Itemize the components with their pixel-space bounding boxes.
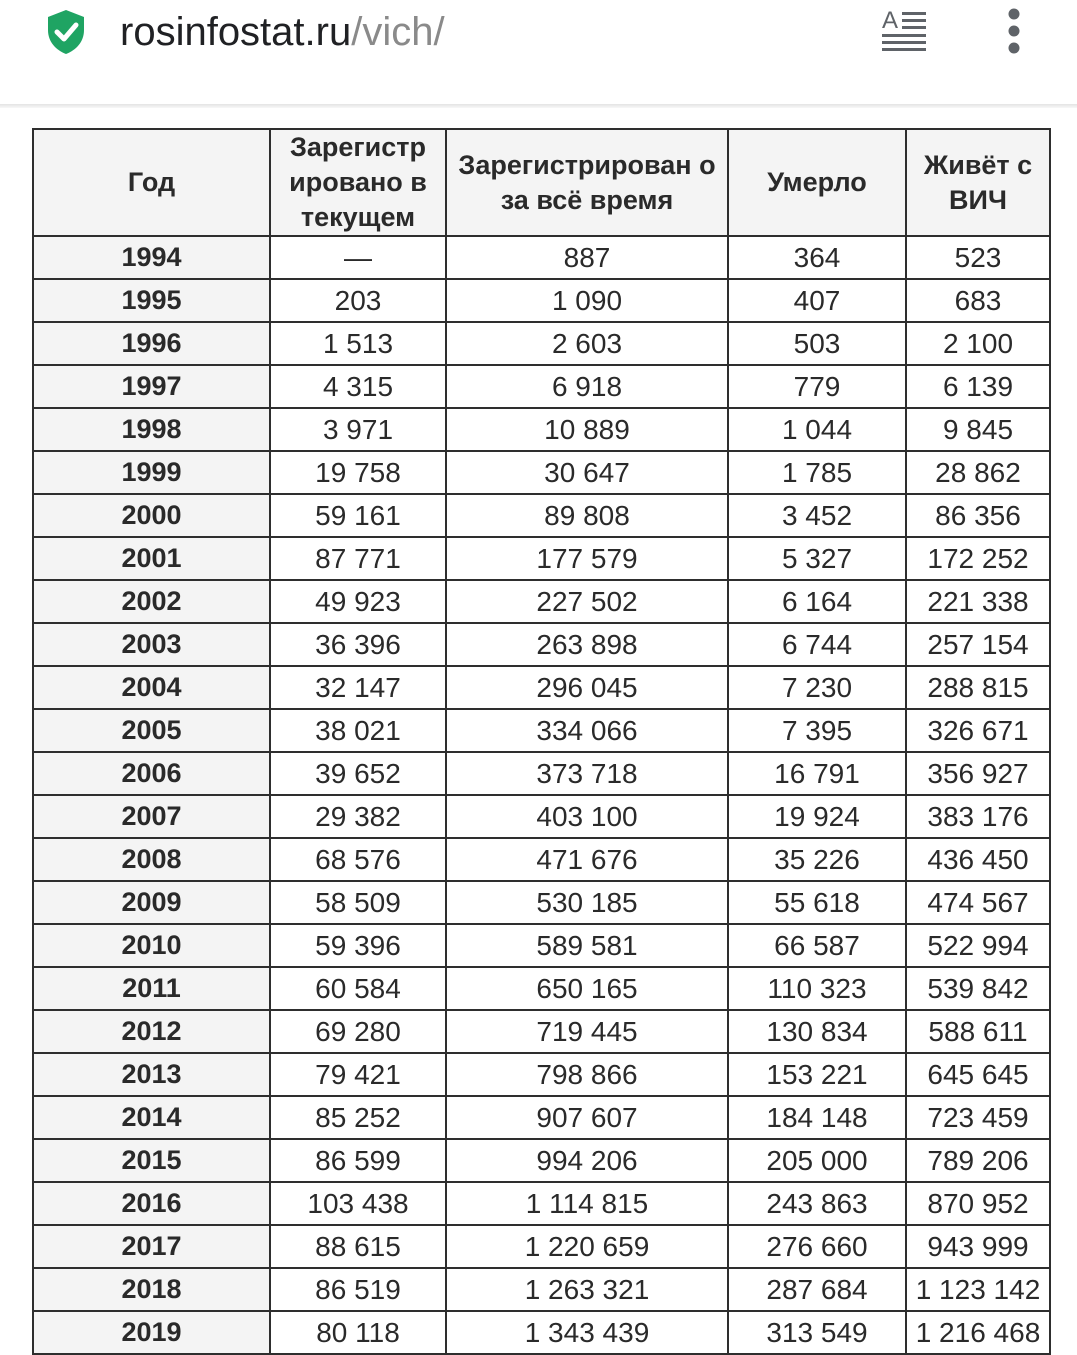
living-cell: 257 154: [906, 623, 1050, 666]
living-cell: 288 815: [906, 666, 1050, 709]
registered-total-cell: 994 206: [446, 1139, 728, 1182]
died-cell: 364: [728, 236, 906, 279]
table-row: [33, 967, 1050, 1010]
registered-current-cell: 59 161: [270, 494, 446, 537]
registered-total-cell: 887: [446, 236, 728, 279]
registered-current-cell: 103 438: [270, 1182, 446, 1225]
year-cell: 2007: [33, 795, 270, 838]
table-row: [33, 537, 1050, 580]
table-row: [33, 365, 1050, 408]
table-body: [33, 236, 1050, 1354]
died-cell: 7 230: [728, 666, 906, 709]
header-registered-current: Зарегистр ировано в текущем: [270, 129, 446, 236]
registered-current-cell: 68 576: [270, 838, 446, 881]
living-cell: 943 999: [906, 1225, 1050, 1268]
svg-text:A: A: [882, 7, 899, 34]
year-cell: 2013: [33, 1053, 270, 1096]
registered-total-cell: 403 100: [446, 795, 728, 838]
table-header-row: [33, 129, 1050, 236]
year-cell: 1996: [33, 322, 270, 365]
reader-mode-icon[interactable]: [880, 6, 928, 52]
living-cell: 789 206: [906, 1139, 1050, 1182]
address-bar-url[interactable]: [120, 6, 445, 58]
registered-current-cell: 88 615: [270, 1225, 446, 1268]
died-cell: 3 452: [728, 494, 906, 537]
registered-total-cell: 89 808: [446, 494, 728, 537]
died-cell: 503: [728, 322, 906, 365]
registered-current-cell: 49 923: [270, 580, 446, 623]
hiv-statistics-table: [32, 128, 1051, 1355]
table-row: [33, 1139, 1050, 1182]
registered-current-cell: 4 315: [270, 365, 446, 408]
registered-current-cell: 1 513: [270, 322, 446, 365]
registered-total-cell: 650 165: [446, 967, 728, 1010]
registered-current-cell: 58 509: [270, 881, 446, 924]
table-row: [33, 838, 1050, 881]
registered-total-cell: 30 647: [446, 451, 728, 494]
living-cell: 6 139: [906, 365, 1050, 408]
registered-current-cell: 80 118: [270, 1311, 446, 1354]
died-cell: 205 000: [728, 1139, 906, 1182]
registered-total-cell: 471 676: [446, 838, 728, 881]
registered-current-cell: 60 584: [270, 967, 446, 1010]
died-cell: 313 549: [728, 1311, 906, 1354]
registered-current-cell: 203: [270, 279, 446, 322]
died-cell: 66 587: [728, 924, 906, 967]
living-cell: 645 645: [906, 1053, 1050, 1096]
year-cell: 2002: [33, 580, 270, 623]
living-cell: 522 994: [906, 924, 1050, 967]
table-row: [33, 881, 1050, 924]
died-cell: 130 834: [728, 1010, 906, 1053]
living-cell: 474 567: [906, 881, 1050, 924]
year-cell: 2019: [33, 1311, 270, 1354]
table-row: [33, 1010, 1050, 1053]
registered-total-cell: 2 603: [446, 322, 728, 365]
living-cell: 326 671: [906, 709, 1050, 752]
year-cell: 2014: [33, 1096, 270, 1139]
registered-total-cell: 10 889: [446, 408, 728, 451]
browser-toolbar: [0, 0, 1077, 104]
died-cell: 153 221: [728, 1053, 906, 1096]
table-row: [33, 580, 1050, 623]
died-cell: 6 164: [728, 580, 906, 623]
registered-current-cell: 69 280: [270, 1010, 446, 1053]
died-cell: 1 785: [728, 451, 906, 494]
died-cell: 35 226: [728, 838, 906, 881]
registered-total-cell: 589 581: [446, 924, 728, 967]
died-cell: 184 148: [728, 1096, 906, 1139]
registered-total-cell: 719 445: [446, 1010, 728, 1053]
died-cell: 1 044: [728, 408, 906, 451]
died-cell: 287 684: [728, 1268, 906, 1311]
table-row: [33, 1053, 1050, 1096]
registered-total-cell: 296 045: [446, 666, 728, 709]
registered-total-cell: 798 866: [446, 1053, 728, 1096]
header-year: Год: [33, 129, 270, 236]
table-row: [33, 623, 1050, 666]
registered-current-cell: 79 421: [270, 1053, 446, 1096]
year-cell: 2012: [33, 1010, 270, 1053]
year-cell: 1995: [33, 279, 270, 322]
registered-total-cell: 6 918: [446, 365, 728, 408]
registered-current-cell: —: [270, 236, 446, 279]
url-path: /vich/: [351, 10, 445, 54]
year-cell: 2018: [33, 1268, 270, 1311]
registered-current-cell: 32 147: [270, 666, 446, 709]
registered-total-cell: 334 066: [446, 709, 728, 752]
living-cell: 588 611: [906, 1010, 1050, 1053]
year-cell: 2003: [33, 623, 270, 666]
registered-current-cell: 86 599: [270, 1139, 446, 1182]
living-cell: 221 338: [906, 580, 1050, 623]
table-row: [33, 752, 1050, 795]
died-cell: 55 618: [728, 881, 906, 924]
year-cell: 2001: [33, 537, 270, 580]
table-row: [33, 322, 1050, 365]
header-died: Умерло: [728, 129, 906, 236]
year-cell: 2005: [33, 709, 270, 752]
registered-current-cell: 85 252: [270, 1096, 446, 1139]
shield-check-icon[interactable]: [44, 8, 88, 56]
died-cell: 16 791: [728, 752, 906, 795]
registered-total-cell: 373 718: [446, 752, 728, 795]
living-cell: 1 216 468: [906, 1311, 1050, 1354]
registered-current-cell: 38 021: [270, 709, 446, 752]
table-row: [33, 279, 1050, 322]
registered-total-cell: 177 579: [446, 537, 728, 580]
registered-current-cell: 86 519: [270, 1268, 446, 1311]
year-cell: 2015: [33, 1139, 270, 1182]
living-cell: 9 845: [906, 408, 1050, 451]
year-cell: 2010: [33, 924, 270, 967]
living-cell: 383 176: [906, 795, 1050, 838]
year-cell: 2009: [33, 881, 270, 924]
died-cell: 110 323: [728, 967, 906, 1010]
year-cell: 1998: [33, 408, 270, 451]
living-cell: 28 862: [906, 451, 1050, 494]
registered-total-cell: 907 607: [446, 1096, 728, 1139]
living-cell: 2 100: [906, 322, 1050, 365]
registered-current-cell: 59 396: [270, 924, 446, 967]
living-cell: 172 252: [906, 537, 1050, 580]
registered-total-cell: 227 502: [446, 580, 728, 623]
registered-current-cell: 36 396: [270, 623, 446, 666]
living-cell: 683: [906, 279, 1050, 322]
table-row: [33, 1268, 1050, 1311]
died-cell: 407: [728, 279, 906, 322]
registered-total-cell: 1 090: [446, 279, 728, 322]
living-cell: 356 927: [906, 752, 1050, 795]
year-cell: 2008: [33, 838, 270, 881]
year-cell: 1999: [33, 451, 270, 494]
died-cell: 7 395: [728, 709, 906, 752]
table-row: [33, 795, 1050, 838]
page-content: [0, 108, 1077, 1348]
registered-total-cell: 530 185: [446, 881, 728, 924]
year-cell: 2006: [33, 752, 270, 795]
year-cell: 1994: [33, 236, 270, 279]
year-cell: 2004: [33, 666, 270, 709]
registered-current-cell: 19 758: [270, 451, 446, 494]
died-cell: 276 660: [728, 1225, 906, 1268]
registered-total-cell: 1 343 439: [446, 1311, 728, 1354]
living-cell: 436 450: [906, 838, 1050, 881]
living-cell: 870 952: [906, 1182, 1050, 1225]
registered-current-cell: 29 382: [270, 795, 446, 838]
year-cell: 2016: [33, 1182, 270, 1225]
living-cell: 539 842: [906, 967, 1050, 1010]
died-cell: 779: [728, 365, 906, 408]
registered-total-cell: 263 898: [446, 623, 728, 666]
table-row: [33, 924, 1050, 967]
living-cell: 1 123 142: [906, 1268, 1050, 1311]
year-cell: 2017: [33, 1225, 270, 1268]
table-row: [33, 451, 1050, 494]
living-cell: 723 459: [906, 1096, 1050, 1139]
table-row: [33, 666, 1050, 709]
registered-current-cell: 39 652: [270, 752, 446, 795]
url-domain: rosinfostat.ru: [120, 10, 352, 54]
living-cell: 523: [906, 236, 1050, 279]
table-row: [33, 494, 1050, 537]
table-row: [33, 1182, 1050, 1225]
table-row: [33, 236, 1050, 279]
table-row: [33, 709, 1050, 752]
table-row: [33, 1225, 1050, 1268]
died-cell: 5 327: [728, 537, 906, 580]
year-cell: 1997: [33, 365, 270, 408]
died-cell: 19 924: [728, 795, 906, 838]
year-cell: 2011: [33, 967, 270, 1010]
registered-current-cell: 87 771: [270, 537, 446, 580]
table-row: [33, 1096, 1050, 1139]
registered-total-cell: 1 220 659: [446, 1225, 728, 1268]
registered-total-cell: 1 114 815: [446, 1182, 728, 1225]
table-row: [33, 408, 1050, 451]
died-cell: 6 744: [728, 623, 906, 666]
living-cell: 86 356: [906, 494, 1050, 537]
more-vert-icon[interactable]: [1000, 6, 1028, 54]
registered-total-cell: 1 263 321: [446, 1268, 728, 1311]
header-living-with-hiv: Живёт с ВИЧ: [906, 129, 1050, 236]
registered-current-cell: 3 971: [270, 408, 446, 451]
died-cell: 243 863: [728, 1182, 906, 1225]
year-cell: 2000: [33, 494, 270, 537]
header-registered-total: Зарегистрирован о за всё время: [446, 129, 728, 236]
